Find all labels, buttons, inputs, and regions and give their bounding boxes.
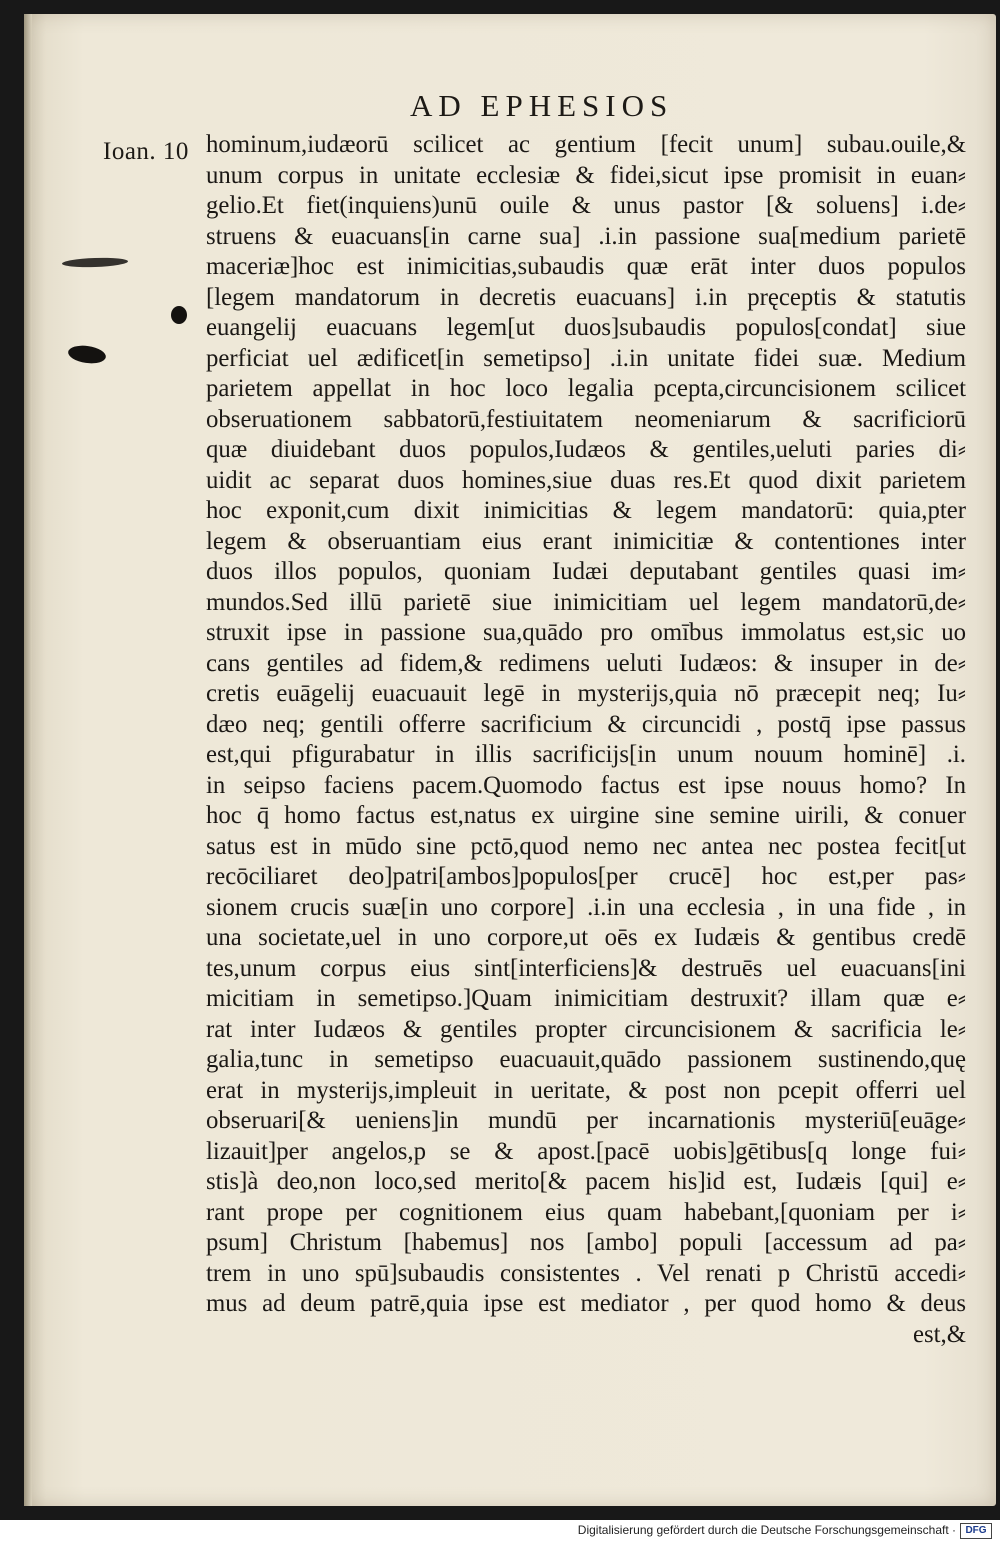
- text-line: recōciliaret deo]patri[ambos]populos[per crucē] hoc est,per pas⸗: [206, 863, 966, 890]
- funding-credit: Digitalisierung gefördert durch die Deutsche Forschungsgemeinschaft ·: [577, 1523, 956, 1537]
- dfg-logo: DFG: [960, 1523, 992, 1539]
- text-line: trem in uno spū]subaudis consistentes . Vel renati p Christū accedi⸗: [206, 1259, 966, 1287]
- text-line: tes,unum corpus eius sint[interficiens]& destruēs uel euacuans[ini: [206, 954, 966, 982]
- text-line: cans gentiles ad fidem,& redimens ueluti Iudæos: & insuper in de⸗: [206, 649, 966, 677]
- text-line: [legem mandatorum in decretis euacuans] i.in pręceptis & statutis: [206, 283, 966, 311]
- text-line: lizauit]per angelos,p se & apost.[pacē uobis]gētibus[q longe fui⸗: [206, 1137, 966, 1165]
- text-line: duos illos populos, quoniam Iudæi deputabant gentiles quasi im⸗: [206, 558, 966, 585]
- text-line: uidit ac separat duos homines,siue duas res.Et quod dixit parietem: [206, 466, 966, 494]
- text-line: satus est in mūdo sine pctō,quod nemo nec antea nec postea fecit[ut: [206, 832, 966, 860]
- text-line: hoc exponit,cum dixit inimicitias & legem mandatorū: quia,pter: [206, 497, 966, 524]
- ink-blot: [171, 306, 187, 324]
- text-line: euangelij euacuans legem[ut duos]subaudis populos[condat] siue: [206, 314, 966, 341]
- text-line: struxit ipse in passione sua,quādo pro omībus immolatus est,sic uo: [206, 619, 966, 646]
- text-line: rant prope per cognitionem eius quam habebant,[quoniam per i⸗: [206, 1198, 966, 1226]
- text-line: cretis euāgelij euacuauit legē in mysterijs,quia nō præcepit neq; Iu⸗: [206, 680, 966, 707]
- text-line: est,qui pfigurabatur in illis sacrificijs[in unum nouum hominē] .i.: [206, 741, 966, 768]
- text-line: obseruationem sabbatorū,festiuitatem neomeniarum & sacrificiorū: [206, 405, 966, 433]
- page-binding-edge: [24, 14, 32, 1506]
- running-head: AD EPHESIOS: [410, 88, 674, 123]
- commentary-text-block: [206, 130, 966, 1350]
- margin-note: Ioan. 10: [103, 138, 189, 165]
- text-line: unum corpus in unitate ecclesiæ & fidei,sicut ipse promisit in euan⸗: [206, 161, 966, 189]
- text-line: quæ diuidebant duos populos,Iudæos & gentiles,ueluti paries di⸗: [206, 436, 966, 463]
- text-line: hoc q̄ homo factus est,natus ex uirgine sine semine uirili, & conuer: [206, 802, 966, 829]
- text-line: galia,tunc in semetipso euacuauit,quādo passionem sustinendo,quę: [206, 1046, 966, 1073]
- text-line: perficiat uel ædificet[in semetipso] .i.in unitate fidei suæ. Medium: [206, 344, 966, 372]
- digitization-footer: [0, 1520, 1000, 1541]
- text-line: struens & euacuans[in carne sua] .i.in passione sua[medium parietē: [206, 222, 966, 250]
- text-line: dæo neq; gentili offerre sacrificium & circuncidi , postq̄ ipse passus: [206, 710, 966, 738]
- text-line: gelio.Et fiet(inquiens)unū ouile & unus pastor [& soluens] i.de⸗: [206, 192, 966, 219]
- text-line: erat in mysterijs,impleuit in ueritate, & post non pcepit offerri uel: [206, 1076, 966, 1104]
- text-line: in seipso faciens pacem.Quomodo factus est ipse nouus homo? In: [206, 771, 966, 799]
- text-line: mundos.Sed illū parietē siue inimicitiam uel legem mandatorū,de⸗: [206, 588, 966, 616]
- text-line: sionem crucis suæ[in uno corpore] .i.in una ecclesia , in una fide , in: [206, 893, 966, 921]
- text-line: legem & obseruantiam eius erant inimicitiæ & contentiones inter: [206, 527, 966, 555]
- text-line: psum] Christum [habemus] nos [ambo] populi [accessum ad pa⸗: [206, 1229, 966, 1256]
- text-line: hominum,iudæorū scilicet ac gentium [fecit unum] subau.ouile,&: [206, 131, 966, 158]
- text-line: una societate,uel in uno corpore,ut oēs ex Iudæis & gentibus credē: [206, 924, 966, 951]
- text-line: est,&: [912, 1320, 966, 1348]
- text-line: maceriæ]hoc est inimicitias,subaudis quæ erāt inter duos populos: [206, 253, 966, 280]
- text-line: obseruari[& ueniens]in mundū per incarnationis mysteriū[euāge⸗: [206, 1107, 966, 1134]
- text-line: rat inter Iudæos & gentiles propter circuncisionem & sacrificia le⸗: [206, 1015, 966, 1043]
- text-line: mus ad deum patrē,quia ipse est mediator , per quod homo & deus: [206, 1290, 966, 1317]
- text-line: stis]à deo,non loco,sed merito[& pacem his]id est, Iudæis [qui] e⸗: [206, 1168, 966, 1195]
- text-line: micitiam in semetipso.]Quam inimicitiam destruxit? illam quæ e⸗: [206, 985, 966, 1012]
- text-line: parietem appellat in hoc loco legalia pcepta,circuncisionem scilicet: [206, 375, 966, 402]
